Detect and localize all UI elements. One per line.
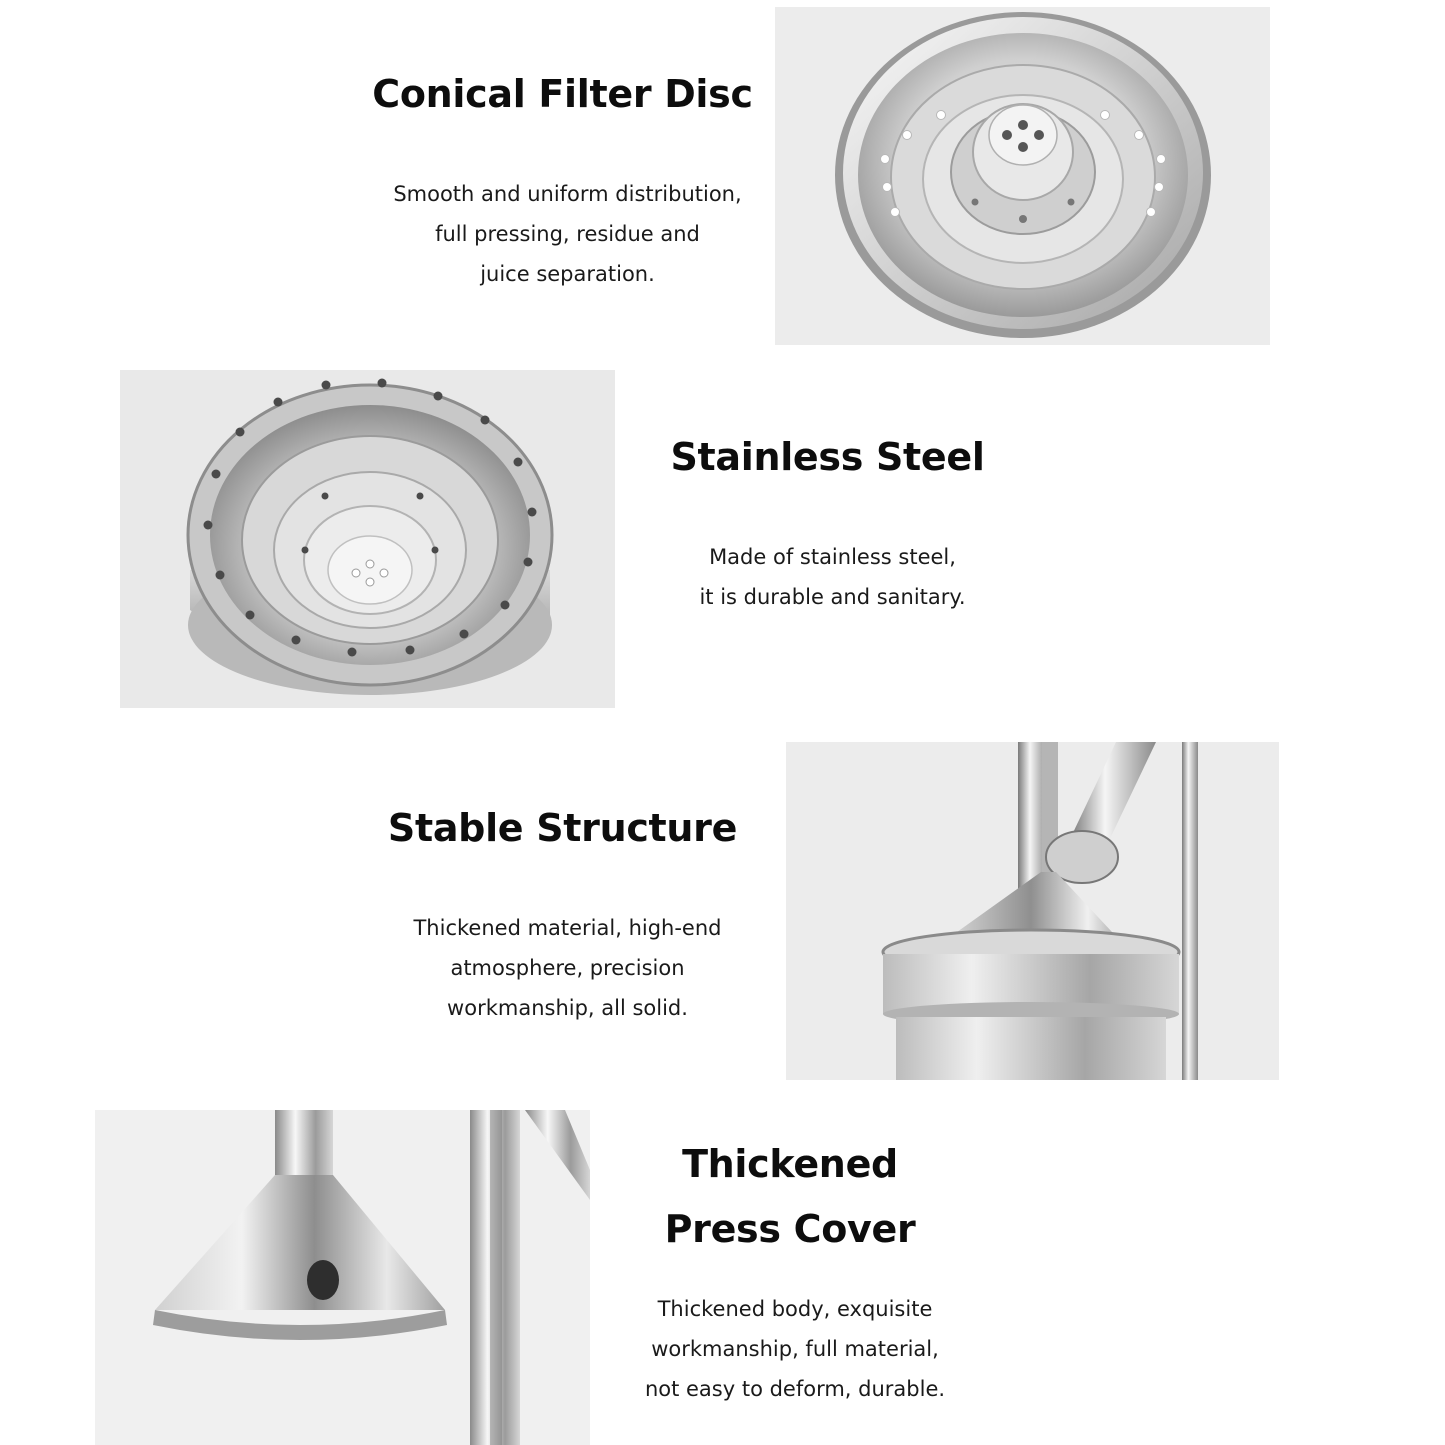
press-cone-cup-photo: [786, 742, 1279, 1080]
filter-disc-bottom-illustration: [120, 370, 615, 708]
feature-description: Thickened body, exquisite workmanship, full material, not easy to deform, durable.: [644, 1297, 946, 1401]
press-cover-photo: [95, 1110, 590, 1445]
press-cone-cup-illustration: [786, 742, 1279, 1080]
feature-title: Stainless Steel: [670, 435, 985, 479]
feature-title: Stable Structure: [387, 806, 738, 850]
filter-disc-bottom-photo: [120, 370, 615, 708]
press-cover-illustration: [95, 1110, 590, 1445]
filter-disc-top-illustration: [775, 7, 1270, 345]
feature-description: Made of stainless steel, it is durable and sanitary.: [699, 545, 966, 609]
feature-title-line1: Thickened: [682, 1142, 898, 1186]
feature-description: Thickened material, high-end atmosphere, precision workmanship, all solid.: [413, 916, 722, 1020]
feature-title-line2: Press Cover: [664, 1207, 916, 1251]
feature-description: Smooth and uniform distribution, full pressing, residue and juice separation.: [393, 182, 742, 286]
filter-disc-top-photo: [775, 7, 1270, 345]
feature-title: Conical Filter Disc: [372, 72, 753, 116]
